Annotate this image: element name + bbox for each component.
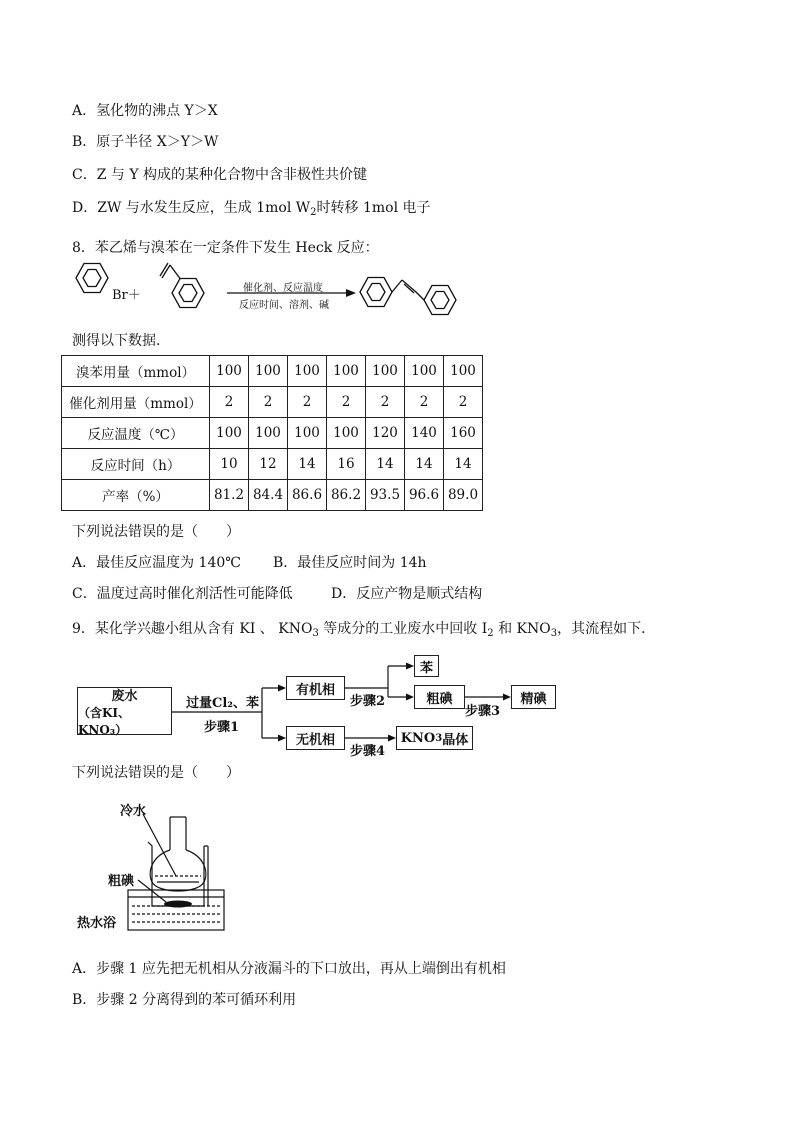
- table-cell: 100: [288, 418, 327, 449]
- table-cell: 140: [405, 418, 444, 449]
- table-cell: 14: [444, 449, 483, 480]
- row-label: 溴苯用量（mmol）: [62, 356, 210, 387]
- iodine-pile: [164, 901, 192, 908]
- table-cell: 86.6: [288, 480, 327, 511]
- condition-top: 催化剂、反应温度: [243, 283, 323, 294]
- option-8b: B．最佳反应时间为 14h: [273, 555, 427, 571]
- crystal-sub: 3: [435, 732, 443, 744]
- waste-line2: （含KI、KNO₃）: [78, 705, 131, 737]
- table-cell: 2: [249, 387, 288, 418]
- reagent-label: 过量Cl₂、苯: [186, 696, 259, 711]
- table-cell: 100: [444, 356, 483, 387]
- table-cell: 89.0: [444, 480, 483, 511]
- table-cell: 2: [405, 387, 444, 418]
- table-cell: 100: [249, 418, 288, 449]
- crude-iodine-box: 粗碘: [414, 685, 465, 709]
- cold-water-label: 冷水: [120, 804, 147, 819]
- waste-line1: 废水: [111, 688, 138, 704]
- row-label: 产率（%）: [62, 480, 210, 511]
- option-7d-post: 时转移 1mol 电子: [316, 200, 431, 216]
- option-8d: D．反应产物是顺式结构: [331, 586, 483, 602]
- option-7d-pre: D．ZW 与水发生反应，生成 1mol W: [72, 200, 311, 216]
- step1-label: 步骤1: [204, 720, 240, 735]
- table-cell: 2: [366, 387, 405, 418]
- benzene-box: 苯: [414, 655, 439, 677]
- inorganic-phase-box: 无机相: [286, 726, 345, 750]
- table-cell: 100: [327, 418, 366, 449]
- question-8-stem: 8．苯乙烯与溴苯在一定条件下发生 Heck 反应：: [72, 240, 379, 256]
- question-8-prompt: 下列说法错误的是（ ）: [72, 524, 240, 540]
- table-cell: 100: [405, 356, 444, 387]
- table-cell: 100: [288, 356, 327, 387]
- table-cell: 2: [327, 387, 366, 418]
- pure-iodine-box: 精碘: [511, 685, 556, 709]
- option-9b: B．步骤 2 分离得到的苯可循环利用: [72, 992, 297, 1008]
- option-7a: A．氢化物的沸点 Y＞X: [72, 103, 218, 119]
- table-cell: 16: [327, 449, 366, 480]
- option-7d-sub: 2: [310, 207, 317, 218]
- table-cell: 93.5: [366, 480, 405, 511]
- q9-stem-mid: 等成分的工业废水中回收 I: [318, 621, 488, 637]
- row-label: 反应温度（℃）: [62, 418, 210, 449]
- option-7c: C．Z 与 Y 构成的某种化合物中含非极性共价键: [72, 167, 368, 183]
- q9-stem-sub1: 3: [312, 628, 319, 639]
- table-cell: 84.4: [249, 480, 288, 511]
- table-cell: 81.2: [210, 480, 249, 511]
- q9-stem-pre: 9．某化学兴趣小组从含有 KI 、 KNO: [72, 621, 313, 637]
- option-8a: A．最佳反应温度为 140℃: [72, 555, 241, 571]
- condition-bottom: 反应时间、溶剂、碱: [239, 300, 329, 311]
- table-cell: 100: [327, 356, 366, 387]
- hot-bath-label: 热水浴: [77, 916, 117, 931]
- crystal-pre: KNO: [400, 730, 436, 746]
- row-label: 反应时间（h）: [62, 449, 210, 480]
- table-cell: 2: [210, 387, 249, 418]
- step4-label: 步骤4: [350, 744, 386, 759]
- table-cell: 100: [210, 418, 249, 449]
- step3-label: 步骤3: [465, 704, 501, 719]
- step2-label: 步骤2: [350, 694, 386, 709]
- q9-stem-post: ，其流程如下．: [557, 621, 656, 637]
- table-cell: 86.2: [327, 480, 366, 511]
- organic-phase-box: 有机相: [286, 676, 345, 700]
- crude-iodine-label: 粗碘: [108, 874, 135, 889]
- q9-stem-mid2: 和 KNO: [493, 621, 551, 637]
- q9-stem-sub2: 2: [487, 628, 494, 639]
- table-cell: 14: [405, 449, 444, 480]
- table-cell: 100: [210, 356, 249, 387]
- crystal-post: 晶体: [442, 732, 469, 748]
- table-cell: 2: [288, 387, 327, 418]
- table-cell: 10: [210, 449, 249, 480]
- measured-text: 测得以下数据．: [72, 333, 170, 349]
- table-cell: 120: [366, 418, 405, 449]
- question-9-prompt: 下列说法错误的是（ ）: [72, 765, 240, 781]
- option-9a: A．步骤 1 应先把无机相从分液漏斗的下口放出，再从上端倒出有机相: [72, 961, 506, 977]
- table-cell: 160: [444, 418, 483, 449]
- table-cell: 14: [288, 449, 327, 480]
- row-label: 催化剂用量（mmol）: [62, 387, 210, 418]
- table-cell: 100: [249, 356, 288, 387]
- table-cell: 14: [366, 449, 405, 480]
- option-8c: C．温度过高时催化剂活性可能降低: [72, 586, 293, 602]
- table-cell: 12: [249, 449, 288, 480]
- q9-stem-sub3: 3: [550, 628, 558, 639]
- br-label: Br＋: [112, 288, 141, 303]
- table-cell: 96.6: [405, 480, 444, 511]
- table-cell: 2: [444, 387, 483, 418]
- table-cell: 100: [366, 356, 405, 387]
- option-7b: B．原子半径 X＞Y＞W: [72, 134, 219, 150]
